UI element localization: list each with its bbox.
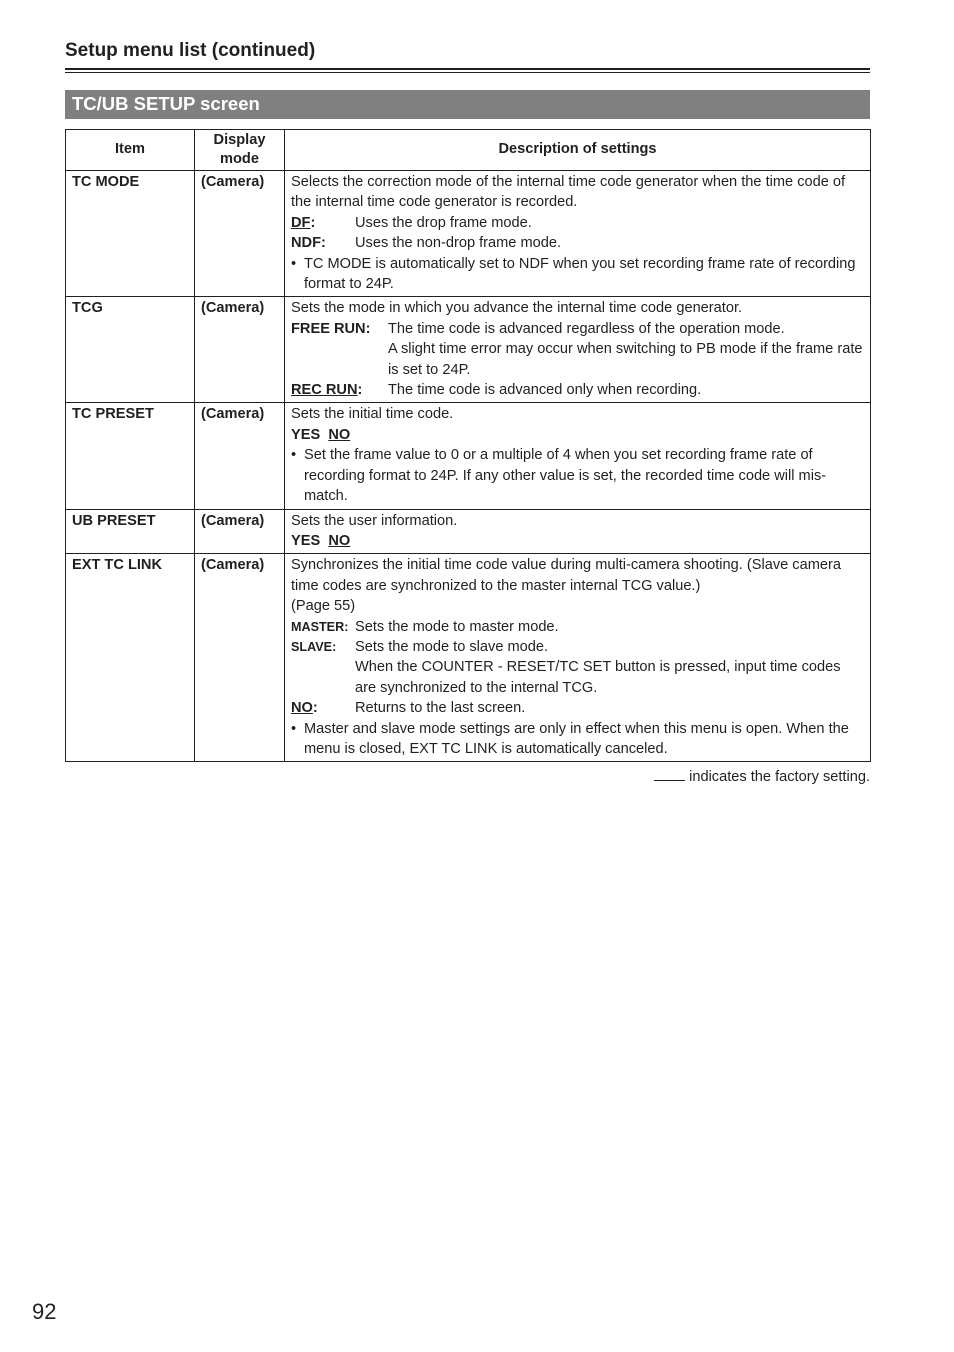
row-display-mode: (Camera): [195, 509, 285, 554]
note: [291, 719, 864, 760]
row-item: TCG: [66, 297, 195, 403]
note: [291, 445, 864, 506]
row-description: [285, 297, 871, 403]
option-no: NO: Returns to the last screen.: [291, 698, 864, 718]
table-row: [66, 554, 871, 762]
row-description: [285, 554, 871, 762]
option-text-extra: When the COUNTER - RESET/TC SET button is pressed, input time codes are synchronized to the internal TCG.: [355, 659, 841, 696]
option-master: MASTER: Sets the mode to master mode.: [291, 617, 864, 637]
note-text: Set the frame value to 0 or a multiple of 4 when you set recording frame rate of recording format to 24P. If any other value is set, the recorded time code will mis-match.: [304, 447, 827, 505]
row-item: EXT TC LINK: [66, 554, 195, 762]
underline-sample: [654, 766, 685, 781]
bullet-glyph: •: [291, 720, 297, 737]
description-intro: Synchronizes the initial time code value during multi-camera shooting. (Slave camera time codes are synchronized to the master internal TCG value.): [291, 557, 841, 594]
row-display-mode: (Camera): [195, 554, 285, 762]
option-ndf: NDF: Uses the non-drop frame mode.: [291, 233, 864, 253]
description-intro: Selects the correction mode of the internal time code generator when the time code of the internal time code generator is recorded.: [291, 174, 846, 211]
row-description: [285, 509, 871, 554]
option-key: MASTER: [291, 619, 345, 634]
table-header-row: [66, 130, 871, 171]
option-df: DF: Uses the drop frame mode.: [291, 213, 864, 233]
bullet-glyph: •: [291, 255, 297, 272]
row-description: [285, 403, 871, 509]
page-number: 92: [32, 1299, 57, 1324]
table-row: [66, 297, 871, 403]
header-rule: [65, 68, 870, 70]
option-rec-run: REC RUN: The time code is advanced only when recording.: [291, 380, 864, 400]
option-key: SLAVE: [291, 639, 333, 654]
description-intro: Sets the mode in which you advance the internal time code generator.: [291, 300, 743, 317]
choice-list: [291, 425, 864, 445]
table-row: [66, 403, 871, 509]
choice-no: NO: [328, 532, 351, 549]
option-text: The time code is advanced regardless of the operation mode.: [388, 320, 785, 337]
row-item: TC MODE: [66, 171, 195, 297]
row-description: [285, 171, 871, 297]
header-rule-thin: [65, 72, 870, 73]
choice-no: NO: [328, 426, 351, 443]
column-header-description: Description of settings: [285, 130, 871, 171]
option-text: Sets the mode to slave mode.: [355, 638, 549, 655]
option-text-extra: A slight time error may occur when switching to PB mode if the frame rate is set to 24P.: [388, 341, 863, 378]
description-intro: Sets the user information.: [291, 512, 458, 529]
option-key: NO: [291, 700, 313, 717]
row-display-mode: (Camera): [195, 403, 285, 509]
settings-table: [65, 129, 871, 762]
bullet-glyph: •: [291, 447, 297, 464]
factory-setting-footnote: [654, 766, 870, 787]
table-row: [66, 171, 871, 297]
section-title-bar: [65, 90, 870, 119]
row-display-mode: (Camera): [195, 171, 285, 297]
description-intro: Sets the initial time code.: [291, 406, 454, 423]
option-free-run: FREE RUN: The time code is advanced regardless of the operation mode. A slight time error may occur when switching to PB mode if the frame rate is set to 24P.: [291, 319, 864, 380]
note: [291, 254, 864, 295]
row-display-mode: (Camera): [195, 297, 285, 403]
option-key: FREE RUN: [291, 320, 366, 337]
page-reference: (Page 55): [291, 598, 356, 615]
row-item: UB PRESET: [66, 509, 195, 554]
section-title: TC/UB SETUP screen: [72, 93, 260, 114]
column-header-display-mode: Display mode: [195, 130, 285, 171]
page-header-title: Setup menu list (continued): [65, 40, 316, 61]
choice-yes: YES: [291, 426, 321, 443]
option-text: Uses the drop frame mode.: [355, 214, 532, 231]
table-row: [66, 509, 871, 554]
column-header-item: Item: [66, 130, 195, 171]
option-text: The time code is advanced only when recording.: [388, 382, 702, 399]
option-text: Uses the non-drop frame mode.: [355, 235, 562, 252]
choice-list: [291, 531, 864, 551]
option-text: Returns to the last screen.: [355, 700, 526, 717]
row-item: TC PRESET: [66, 403, 195, 509]
footnote-text: indicates the factory setting.: [689, 769, 870, 785]
note-text: Master and slave mode settings are only in effect when this menu is open. When the menu is closed, EXT TC LINK is automatically canceled.: [304, 720, 849, 757]
option-text: Sets the mode to master mode.: [355, 618, 559, 635]
option-key: NDF: [291, 235, 321, 252]
choice-yes: YES: [291, 532, 321, 549]
option-key: REC RUN: [291, 382, 358, 399]
option-key: DF: [291, 214, 311, 231]
option-slave: SLAVE: Sets the mode to slave mode. When the COUNTER - RESET/TC SET button is pressed, input time codes are synchronized to the internal TCG.: [291, 637, 864, 698]
note-text: TC MODE is automatically set to NDF when you set recording frame rate of recording format to 24P.: [304, 255, 856, 293]
